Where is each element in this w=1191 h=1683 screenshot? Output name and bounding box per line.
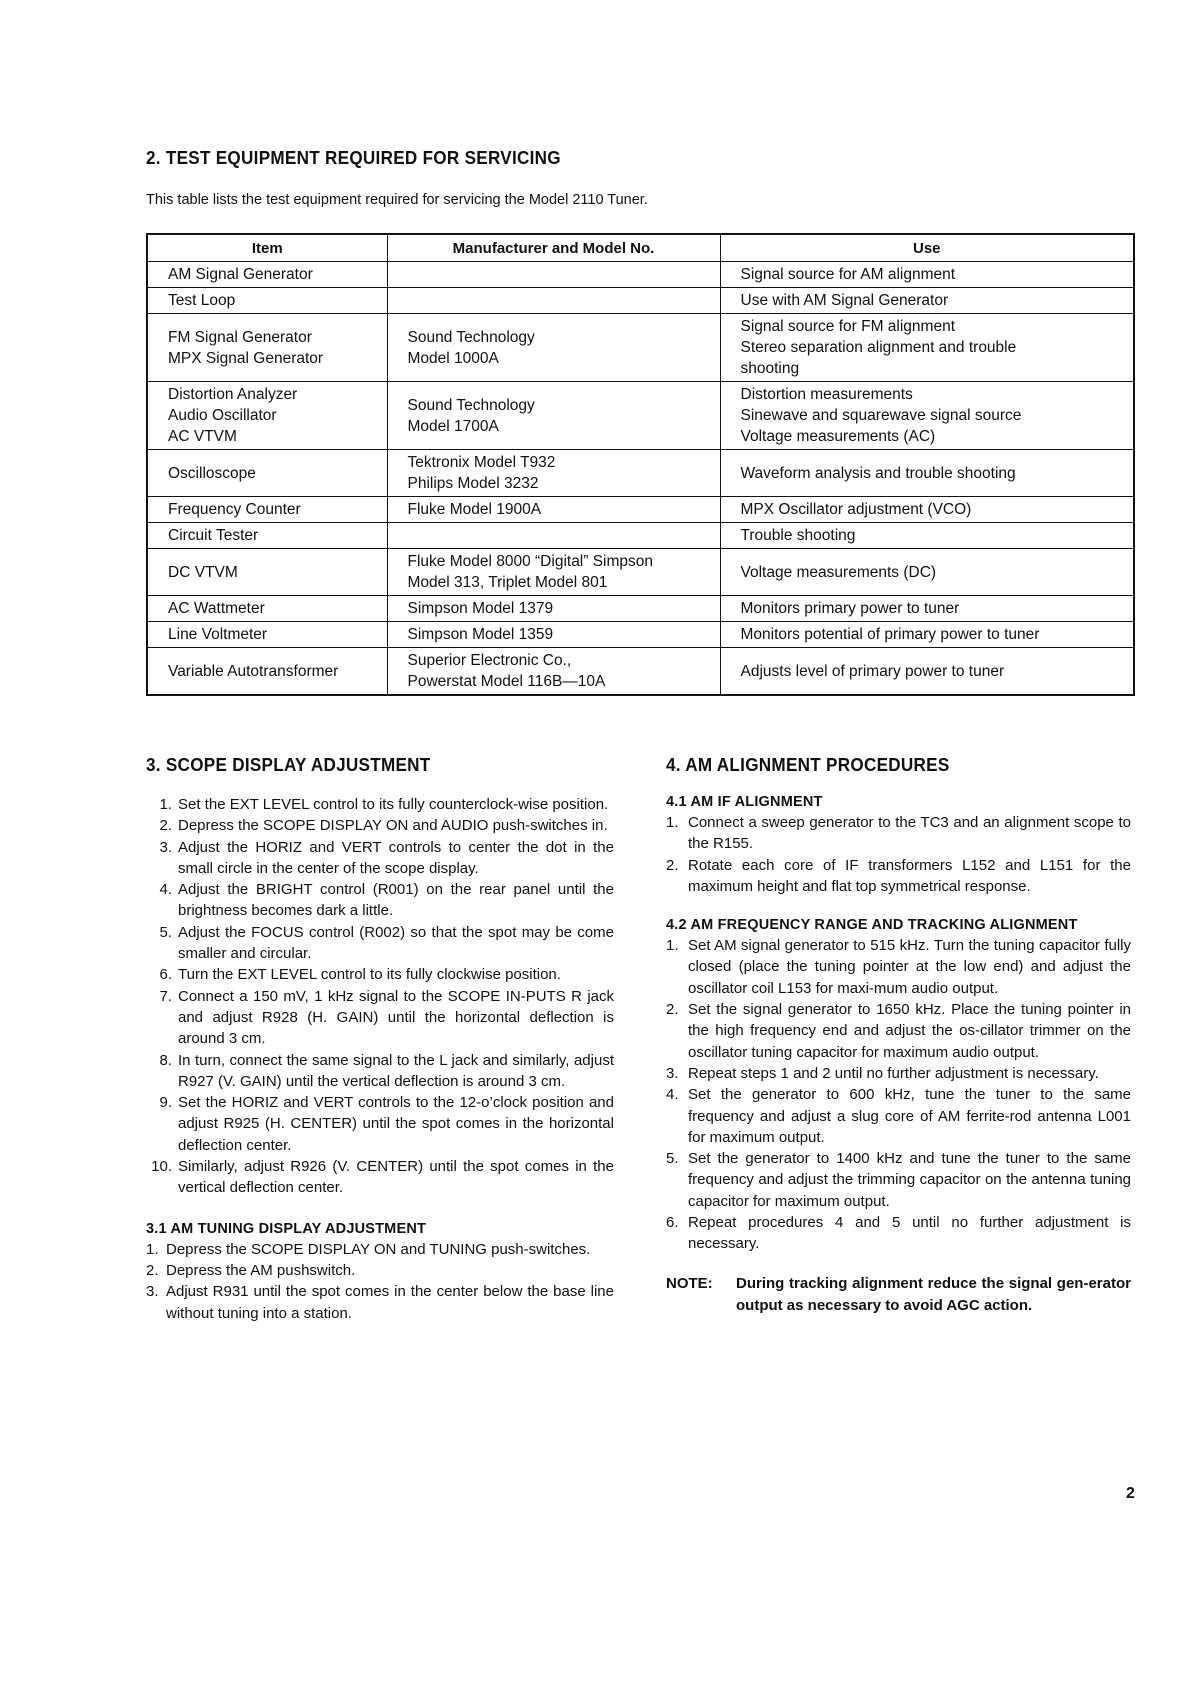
header-manufacturer: Manufacturer and Model No. <box>387 234 720 262</box>
manufacturer-cell <box>387 288 720 314</box>
item-cell <box>147 262 387 288</box>
table-row <box>147 382 1134 450</box>
manufacturer-cell <box>387 549 720 596</box>
step-text: Connect a 150 mV, 1 kHz signal to the SCOPE IN-PUTS R jack and adjust R928 (H. GAIN) until the horizontal deflection is around 3 cm. <box>178 987 614 1048</box>
step-item <box>666 999 1131 1063</box>
table-header-row <box>147 234 1134 262</box>
step-number: 1. <box>666 814 679 831</box>
step-number: 2. <box>146 1261 159 1279</box>
step-number: 3. <box>146 1283 159 1301</box>
cell-line: Fluke Model 8000 “Digital” Simpson <box>407 553 654 570</box>
cell-line: MPX Oscillator adjustment (VCO) <box>740 501 972 518</box>
cell-line: Tektronix Model T932 <box>407 454 556 471</box>
manufacturer-cell <box>387 450 720 497</box>
cell-line: Line Voltmeter <box>168 626 268 643</box>
cell-line: Signal source for AM alignment <box>740 266 956 283</box>
cell-line: Monitors potential of primary power to tuner <box>740 626 1040 643</box>
step-number: 3. <box>666 1064 679 1082</box>
cell-line: Sound Technology <box>407 328 535 346</box>
step-number: 5. <box>159 923 172 941</box>
use-cell <box>720 262 1134 288</box>
note <box>666 1273 1131 1317</box>
cell-line: Distortion Analyzer <box>168 386 298 403</box>
step-text: Repeat steps 1 and 2 until no further adjustment is necessary. <box>688 1064 1099 1082</box>
step-number: 1. <box>666 937 679 955</box>
step-item <box>146 794 614 815</box>
note-label: NOTE: <box>666 1274 713 1292</box>
step-item <box>146 815 614 836</box>
section-3-1-steps <box>146 1239 614 1324</box>
table-row <box>147 549 1134 596</box>
item-cell <box>147 450 387 497</box>
cell-line: Stereo separation alignment and trouble <box>740 339 1017 356</box>
item-cell <box>147 596 387 622</box>
manufacturer-cell <box>387 382 720 450</box>
cell-line: AM Signal Generator <box>168 266 313 283</box>
cell-line: Circuit Tester <box>168 527 259 544</box>
table-row <box>147 314 1134 382</box>
cell-line: DC VTVM <box>168 563 238 581</box>
use-cell <box>720 622 1134 648</box>
step-number: 10. <box>151 1158 172 1176</box>
use-cell <box>720 596 1134 622</box>
step-item <box>146 879 614 922</box>
use-cell <box>720 288 1134 314</box>
step-text: Set the EXT LEVEL control to its fully counterclock-wise position. <box>178 796 609 813</box>
step-number: 7. <box>159 987 172 1005</box>
note-text: During tracking alignment reduce the signal gen-erator output as necessary to avoid AGC action. <box>736 1274 1131 1314</box>
manufacturer-cell <box>387 596 720 622</box>
step-item <box>146 1050 614 1093</box>
use-cell <box>720 497 1134 523</box>
page-number: 2 <box>1126 1485 1135 1502</box>
cell-line: Powerstat Model 116B—10A <box>407 673 606 690</box>
section-4-1-title: 4.1 AM IF ALIGNMENT <box>666 794 823 810</box>
step-text: Set AM signal generator to 515 kHz. Turn the tuning capacitor fully closed (place the tuning pointer at the low end) and adjust the oscillator coil L153 for maxi-mum audio output. <box>688 937 1131 997</box>
step-item <box>666 855 1131 898</box>
item-cell <box>147 314 387 382</box>
use-cell <box>720 450 1134 497</box>
table-row <box>147 450 1134 497</box>
cell-line: Oscilloscope <box>168 464 256 482</box>
step-item <box>666 935 1131 999</box>
section-4-2-title: 4.2 AM FREQUENCY RANGE AND TRACKING ALIGNMENT <box>666 917 1078 934</box>
step-text: Set the signal generator to 1650 kHz. Place the tuning pointer in the high frequency end and adjust the os-cillator trimmer on the oscillator tuning capacitor for maximum audio output. <box>688 1001 1131 1061</box>
use-cell <box>720 648 1134 696</box>
test-equipment-table <box>146 233 1135 696</box>
section-3-steps <box>146 794 614 1199</box>
manufacturer-cell <box>387 648 720 696</box>
step-item <box>146 1092 614 1156</box>
item-cell <box>147 622 387 648</box>
step-item <box>146 922 614 965</box>
section-4-1-steps <box>666 812 1131 897</box>
cell-line: Voltage measurements (AC) <box>740 428 936 445</box>
step-text: Repeat procedures 4 and 5 until no further adjustment is necessary. <box>688 1214 1131 1253</box>
step-number: 2. <box>159 817 172 835</box>
step-item <box>666 812 1131 855</box>
step-text: Adjust the FOCUS control (R002) so that the spot may be come smaller and circular. <box>178 923 614 963</box>
section-4-title: 4. AM ALIGNMENT PROCEDURES <box>666 755 950 775</box>
step-number: 6. <box>666 1214 679 1232</box>
cell-line: Trouble shooting <box>740 527 856 544</box>
cell-line: AC Wattmeter <box>168 600 265 617</box>
cell-line: Simpson Model 1359 <box>407 626 554 643</box>
cell-line: shooting <box>740 360 800 377</box>
use-cell <box>720 314 1134 382</box>
cell-line: Fluke Model 1900A <box>407 501 542 518</box>
cell-line: Audio Oscillator <box>168 407 277 424</box>
cell-line: Adjusts level of primary power to tuner <box>740 662 1005 680</box>
cell-line: Model 313, Triplet Model 801 <box>407 574 608 591</box>
section-3-title: 3. SCOPE DISPLAY ADJUSTMENT <box>146 755 431 775</box>
manufacturer-cell <box>387 314 720 382</box>
step-text: Similarly, adjust R926 (V. CENTER) until the spot comes in the vertical deflection center. <box>178 1158 614 1197</box>
table-row <box>147 596 1134 622</box>
step-item <box>666 1063 1131 1084</box>
header-item: Item <box>147 234 387 262</box>
step-number: 8. <box>159 1051 172 1069</box>
table-body <box>147 262 1134 696</box>
cell-line: Sinewave and squarewave signal source <box>740 407 1022 424</box>
manufacturer-cell <box>387 622 720 648</box>
step-text: Set the generator to 1400 kHz and tune the tuner to the same frequency and adjust the trimming capacitor on the antenna tuning capacitor for maximum output. <box>688 1150 1131 1210</box>
step-text: Adjust R931 until the spot comes in the center below the base line without tuning into a station. <box>166 1283 614 1322</box>
section-2-intro: This table lists the test equipment required for servicing the Model 2110 Tuner. <box>146 192 648 208</box>
cell-line: Monitors primary power to tuner <box>740 600 960 617</box>
cell-line: Voltage measurements (DC) <box>740 563 937 581</box>
header-use: Use <box>720 234 1134 262</box>
use-cell <box>720 382 1134 450</box>
cell-line: Philips Model 3232 <box>407 475 539 492</box>
manufacturer-cell <box>387 523 720 549</box>
step-number: 2. <box>666 1001 679 1019</box>
step-item <box>666 1084 1131 1148</box>
step-number: 3. <box>159 838 172 856</box>
use-cell <box>720 523 1134 549</box>
manufacturer-cell <box>387 262 720 288</box>
item-cell <box>147 549 387 596</box>
step-number: 9. <box>159 1094 172 1112</box>
step-number: 4. <box>666 1086 679 1104</box>
manufacturer-cell <box>387 497 720 523</box>
item-cell <box>147 648 387 696</box>
cell-line: Use with AM Signal Generator <box>740 292 949 309</box>
cell-line: Model 1000A <box>407 349 499 367</box>
step-number: 2. <box>666 856 679 874</box>
step-text: Rotate each core of IF transformers L152 and L151 for the maximum height and flat top symmetrical response. <box>688 856 1131 895</box>
section-2-title: 2. TEST EQUIPMENT REQUIRED FOR SERVICING <box>146 148 561 168</box>
left-column <box>146 755 614 1324</box>
cell-line: Waveform analysis and trouble shooting <box>740 464 1016 482</box>
step-text: In turn, connect the same signal to the L jack and similarly, adjust R927 (V. GAIN) until the vertical deflection is around 3 cm. <box>178 1051 614 1090</box>
step-item <box>666 1212 1131 1255</box>
cell-line: Test Loop <box>168 292 236 309</box>
step-number: 4. <box>159 881 172 899</box>
cell-line: Frequency Counter <box>168 501 301 518</box>
step-item <box>146 1260 614 1281</box>
item-cell <box>147 523 387 549</box>
table-row <box>147 497 1134 523</box>
step-text: Depress the SCOPE DISPLAY ON and TUNING push-switches. <box>166 1240 591 1258</box>
right-column <box>666 755 1131 1317</box>
step-item <box>146 964 614 985</box>
cell-line: Variable Autotransformer <box>168 662 339 680</box>
table-row <box>147 523 1134 549</box>
table-row <box>147 262 1134 288</box>
step-text: Depress the AM pushswitch. <box>166 1261 356 1279</box>
step-text: Depress the SCOPE DISPLAY ON and AUDIO push-switches in. <box>178 817 608 835</box>
cell-line: Distortion measurements <box>740 386 913 403</box>
cell-line: Model 1700A <box>407 417 499 435</box>
step-number: 6. <box>159 966 172 984</box>
step-item <box>146 986 614 1050</box>
step-item <box>146 1156 614 1199</box>
step-text: Turn the EXT LEVEL control to its fully clockwise position. <box>178 966 561 984</box>
step-item <box>146 837 614 880</box>
section-4-2-steps <box>666 935 1131 1254</box>
section-3-1-title: 3.1 AM TUNING DISPLAY ADJUSTMENT <box>146 1220 427 1237</box>
table-row <box>147 288 1134 314</box>
table-row <box>147 648 1134 696</box>
cell-line: Sound Technology <box>407 396 535 414</box>
step-text: Adjust the BRIGHT control (R001) on the rear panel until the brightness becomes dark a little. <box>178 881 614 920</box>
step-text: Set the generator to 600 kHz, tune the tuner to the same frequency and adjust a slug core of AM ferrite-rod antenna L001 for maximum output. <box>688 1086 1131 1146</box>
cell-line: FM Signal Generator <box>168 328 312 346</box>
cell-line: Simpson Model 1379 <box>407 600 554 617</box>
table-row <box>147 622 1134 648</box>
step-text: Set the HORIZ and VERT controls to the 12-o’clock position and adjust R925 (H. CENTER) until the spot comes in the horizontal deflection center. <box>178 1094 614 1154</box>
step-item <box>146 1239 614 1260</box>
step-text: Adjust the HORIZ and VERT controls to center the dot in the small circle in the center of the scope display. <box>178 838 614 877</box>
item-cell <box>147 288 387 314</box>
step-item <box>666 1148 1131 1212</box>
step-text: Connect a sweep generator to the TC3 and an alignment scope to the R155. <box>688 814 1131 853</box>
cell-line: Superior Electronic Co., <box>407 652 572 669</box>
step-number: 1. <box>159 796 172 813</box>
item-cell <box>147 497 387 523</box>
step-number: 5. <box>666 1150 679 1168</box>
step-number: 1. <box>146 1240 159 1258</box>
cell-line: MPX Signal Generator <box>168 349 324 367</box>
cell-line: Signal source for FM alignment <box>740 318 956 335</box>
step-item <box>146 1281 614 1324</box>
cell-line: AC VTVM <box>168 428 237 445</box>
item-cell <box>147 382 387 450</box>
use-cell <box>720 549 1134 596</box>
